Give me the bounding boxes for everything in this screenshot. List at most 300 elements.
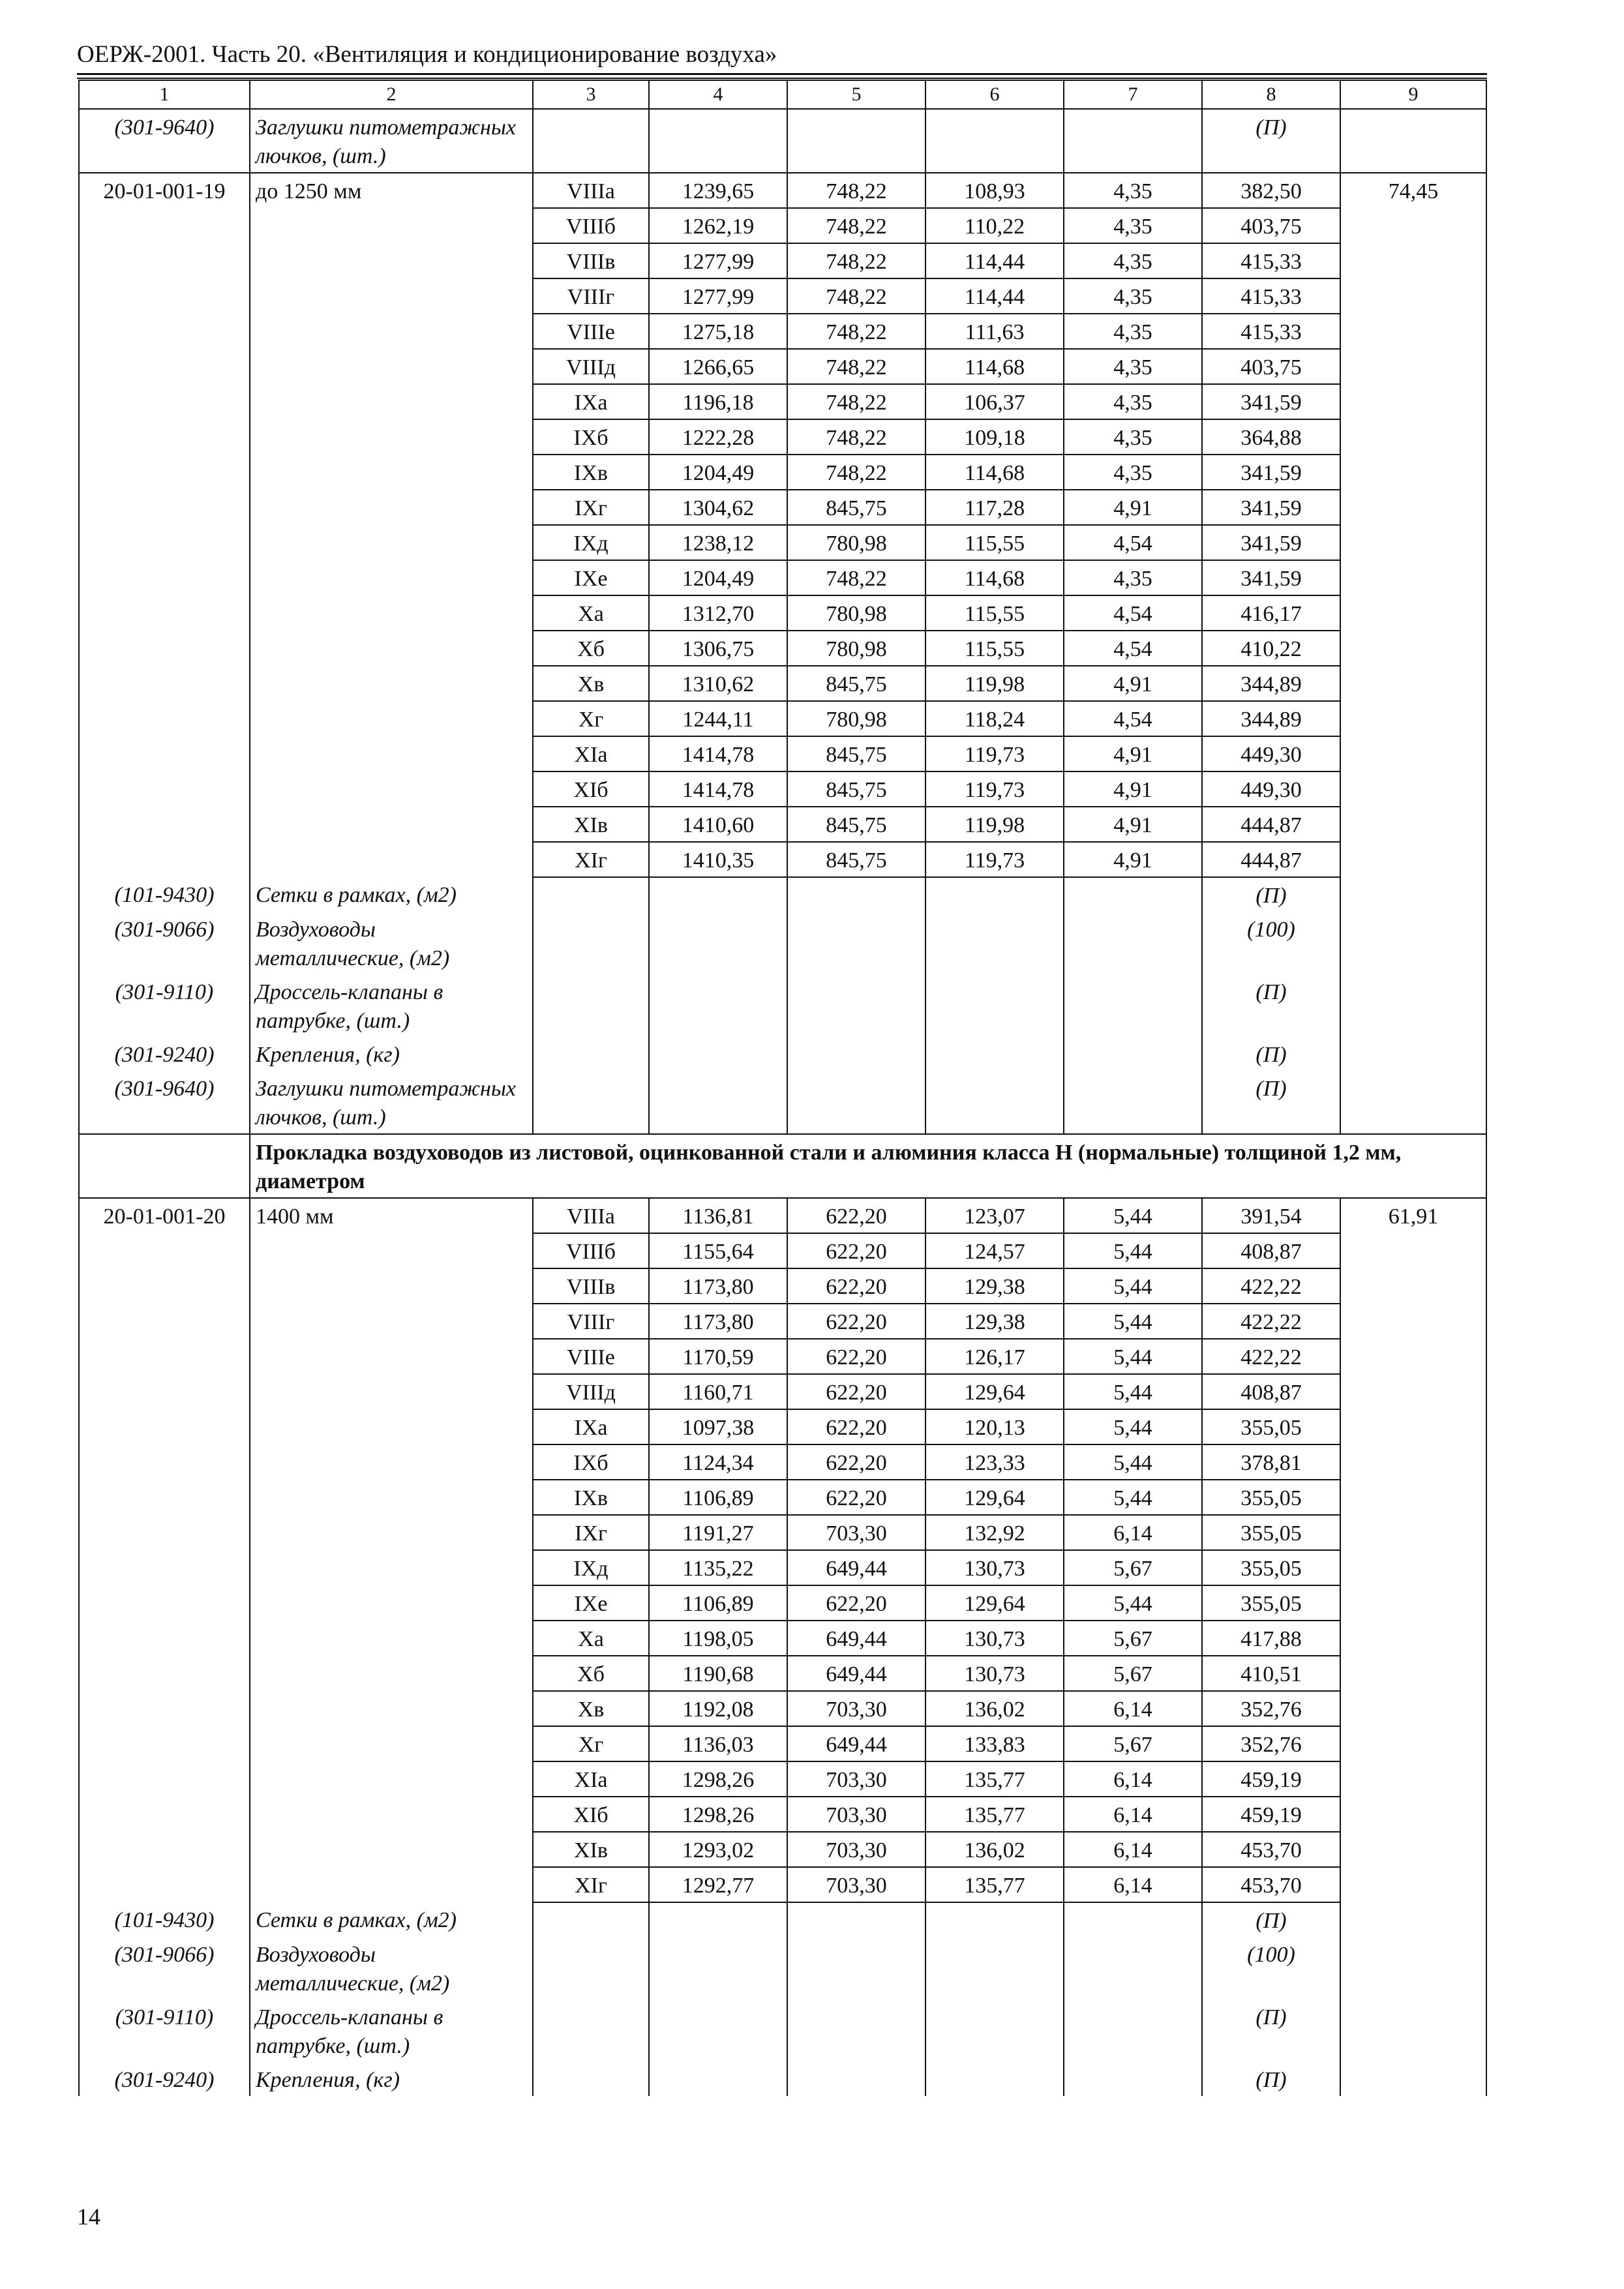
price-value: 4,35 — [1064, 243, 1202, 278]
price-value: 649,44 — [787, 1656, 925, 1691]
empty-cell — [649, 877, 787, 912]
price-value: 355,05 — [1202, 1480, 1340, 1515]
zone-code: IXб — [533, 419, 649, 455]
empty-cell — [925, 1902, 1064, 1937]
empty-cell — [649, 1999, 787, 2062]
price-value: 1136,03 — [649, 1726, 787, 1761]
price-value: 1239,65 — [649, 173, 787, 208]
empty-cell — [533, 1937, 649, 1999]
price-value: 845,75 — [787, 842, 925, 877]
price-value: 123,07 — [925, 1198, 1064, 1233]
price-value: 341,59 — [1202, 384, 1340, 419]
empty-cell — [1064, 974, 1202, 1037]
page-header: ОЕРЖ-2001. Часть 20. «Вентиляция и кондиционирование воздуха» — [77, 41, 777, 68]
material-qty: (100) — [1202, 912, 1340, 974]
col-header: 4 — [649, 80, 787, 109]
material-code: (301-9240) — [79, 2062, 250, 2096]
rate-code: 20-01-001-20 — [79, 1198, 250, 1902]
price-value: 449,30 — [1202, 736, 1340, 771]
price-value: 108,93 — [925, 173, 1064, 208]
price-value: 5,67 — [1064, 1656, 1202, 1691]
price-value: 130,73 — [925, 1656, 1064, 1691]
price-value: 444,87 — [1202, 807, 1340, 842]
price-value: 5,44 — [1064, 1480, 1202, 1515]
price-value: 118,24 — [925, 701, 1064, 736]
zone-code: VIIIб — [533, 1233, 649, 1268]
col-header: 9 — [1340, 80, 1486, 109]
empty-cell — [533, 1037, 649, 1071]
price-value: 1204,49 — [649, 455, 787, 490]
material-code: (301-9066) — [79, 1937, 250, 1999]
price-value: 649,44 — [787, 1726, 925, 1761]
empty-cell — [787, 877, 925, 912]
col-header: 3 — [533, 80, 649, 109]
empty-cell — [787, 1037, 925, 1071]
price-value: 748,22 — [787, 208, 925, 243]
material-name: Воздуховоды металлические, (м2) — [250, 912, 533, 974]
price-value: 352,76 — [1202, 1691, 1340, 1726]
zone-code: XIа — [533, 736, 649, 771]
price-value: 106,37 — [925, 384, 1064, 419]
price-value: 748,22 — [787, 455, 925, 490]
zone-code: IXб — [533, 1444, 649, 1480]
empty-cell — [1340, 974, 1486, 1037]
price-value: 403,75 — [1202, 208, 1340, 243]
empty-cell — [925, 1037, 1064, 1071]
price-value: 703,30 — [787, 1761, 925, 1797]
price-value: 422,22 — [1202, 1339, 1340, 1374]
material-row — [79, 1937, 1486, 1999]
price-value: 4,91 — [1064, 736, 1202, 771]
material-row — [79, 974, 1486, 1037]
zone-code: IXа — [533, 1409, 649, 1444]
material-qty: (П) — [1202, 1037, 1340, 1071]
price-value: 4,54 — [1064, 525, 1202, 560]
price-value: 1191,27 — [649, 1515, 787, 1550]
empty-cell — [649, 1902, 787, 1937]
zone-code: Xа — [533, 595, 649, 631]
price-value: 415,33 — [1202, 243, 1340, 278]
price-value: 119,98 — [925, 666, 1064, 701]
zone-code: IXв — [533, 1480, 649, 1515]
material-name: Крепления, (кг) — [250, 1037, 533, 1071]
material-code: (301-9110) — [79, 974, 250, 1037]
material-code: (301-9640) — [79, 109, 250, 173]
price-value: 4,35 — [1064, 314, 1202, 349]
material-code: (301-9110) — [79, 1999, 250, 2062]
price-value: 126,17 — [925, 1339, 1064, 1374]
empty-cell — [1340, 877, 1486, 912]
price-value: 649,44 — [787, 1621, 925, 1656]
material-qty: (П) — [1202, 1999, 1340, 2062]
empty-cell — [925, 2062, 1064, 2096]
price-value: 1173,80 — [649, 1268, 787, 1304]
price-value: 845,75 — [787, 736, 925, 771]
empty-cell — [533, 1999, 649, 2062]
price-value: 1277,99 — [649, 278, 787, 314]
empty-cell — [1064, 877, 1202, 912]
price-value: 1192,08 — [649, 1691, 787, 1726]
empty-cell — [925, 1071, 1064, 1134]
empty-cell — [787, 2062, 925, 2096]
price-value: 344,89 — [1202, 701, 1340, 736]
column-number-row — [79, 80, 1486, 109]
price-value: 130,73 — [925, 1550, 1064, 1585]
price-value: 135,77 — [925, 1761, 1064, 1797]
price-value: 111,63 — [925, 314, 1064, 349]
price-value: 453,70 — [1202, 1867, 1340, 1902]
empty-cell — [1340, 1902, 1486, 1937]
material-code: (101-9430) — [79, 877, 250, 912]
material-qty: (П) — [1202, 877, 1340, 912]
price-value: 845,75 — [787, 807, 925, 842]
price-value: 1262,19 — [649, 208, 787, 243]
price-value: 119,73 — [925, 736, 1064, 771]
price-value: 459,19 — [1202, 1797, 1340, 1832]
zone-code: VIIIг — [533, 278, 649, 314]
price-value: 622,20 — [787, 1268, 925, 1304]
price-value: 622,20 — [787, 1304, 925, 1339]
price-value: 449,30 — [1202, 771, 1340, 807]
empty-cell — [1340, 912, 1486, 974]
price-value: 129,64 — [925, 1480, 1064, 1515]
price-value: 6,14 — [1064, 1832, 1202, 1867]
price-value: 341,59 — [1202, 525, 1340, 560]
header-rule-thin — [77, 78, 1487, 79]
price-value: 622,20 — [787, 1444, 925, 1480]
empty-cell — [1064, 1937, 1202, 1999]
price-value: 4,35 — [1064, 208, 1202, 243]
empty-cell — [1340, 1999, 1486, 2062]
price-value: 1414,78 — [649, 736, 787, 771]
price-value: 378,81 — [1202, 1444, 1340, 1480]
empty-cell — [533, 2062, 649, 2096]
material-name: Сетки в рамках, (м2) — [250, 1902, 533, 1937]
price-value: 6,14 — [1064, 1797, 1202, 1832]
price-value: 119,98 — [925, 807, 1064, 842]
price-value: 1266,65 — [649, 349, 787, 384]
zone-code: VIIIв — [533, 243, 649, 278]
col-header: 1 — [79, 80, 250, 109]
price-value: 703,30 — [787, 1797, 925, 1832]
price-value: 780,98 — [787, 595, 925, 631]
page-number: 14 — [77, 2204, 100, 2230]
zone-code: XIг — [533, 1867, 649, 1902]
zone-code: VIIIа — [533, 1198, 649, 1233]
price-value: 4,91 — [1064, 807, 1202, 842]
price-value: 703,30 — [787, 1832, 925, 1867]
zone-code: Xг — [533, 1726, 649, 1761]
price-value: 410,22 — [1202, 631, 1340, 666]
price-value: 135,77 — [925, 1867, 1064, 1902]
empty-cell — [1064, 1999, 1202, 2062]
price-value: 416,17 — [1202, 595, 1340, 631]
price-value: 4,35 — [1064, 349, 1202, 384]
price-value: 129,64 — [925, 1374, 1064, 1409]
price-value: 845,75 — [787, 666, 925, 701]
price-value: 119,73 — [925, 771, 1064, 807]
zone-code: VIIIе — [533, 314, 649, 349]
material-name: Сетки в рамках, (м2) — [250, 877, 533, 912]
empty-cell — [787, 1902, 925, 1937]
price-value: 1306,75 — [649, 631, 787, 666]
price-value: 845,75 — [787, 771, 925, 807]
price-value: 780,98 — [787, 701, 925, 736]
zone-code: XIб — [533, 1797, 649, 1832]
material-name: Заглушки питометражных лючков, (шт.) — [250, 109, 533, 173]
price-value: 622,20 — [787, 1198, 925, 1233]
price-value: 748,22 — [787, 278, 925, 314]
price-value: 1155,64 — [649, 1233, 787, 1268]
price-value: 845,75 — [787, 490, 925, 525]
price-value: 110,22 — [925, 208, 1064, 243]
price-value: 114,44 — [925, 278, 1064, 314]
price-value: 119,73 — [925, 842, 1064, 877]
empty-cell — [925, 1999, 1064, 2062]
empty-cell — [1064, 1037, 1202, 1071]
price-value: 4,35 — [1064, 419, 1202, 455]
zone-code: XIг — [533, 842, 649, 877]
price-value: 1198,05 — [649, 1621, 787, 1656]
price-value: 382,50 — [1202, 173, 1340, 208]
material-qty: (П) — [1202, 1071, 1340, 1134]
price-value: 1196,18 — [649, 384, 787, 419]
empty-cell — [649, 974, 787, 1037]
price-value: 422,22 — [1202, 1304, 1340, 1339]
rate-name: до 1250 мм — [250, 173, 533, 877]
price-value: 1410,60 — [649, 807, 787, 842]
empty-cell — [1340, 1037, 1486, 1071]
price-value: 109,18 — [925, 419, 1064, 455]
price-value: 5,44 — [1064, 1304, 1202, 1339]
zone-code: Xа — [533, 1621, 649, 1656]
empty-cell — [649, 1937, 787, 1999]
zone-code: IXв — [533, 455, 649, 490]
price-value: 748,22 — [787, 384, 925, 419]
zone-code: IXа — [533, 384, 649, 419]
price-value: 132,92 — [925, 1515, 1064, 1550]
section-row — [79, 1134, 1486, 1198]
price-value: 355,05 — [1202, 1515, 1340, 1550]
price-value: 1293,02 — [649, 1832, 787, 1867]
price-value: 123,33 — [925, 1444, 1064, 1480]
price-value: 417,88 — [1202, 1621, 1340, 1656]
price-value: 444,87 — [1202, 842, 1340, 877]
empty-cell — [787, 974, 925, 1037]
price-value: 1136,81 — [649, 1198, 787, 1233]
empty-cell — [1340, 2062, 1486, 2096]
price-value: 4,91 — [1064, 490, 1202, 525]
empty-cell — [787, 912, 925, 974]
price-value: 114,68 — [925, 560, 1064, 595]
empty-cell — [925, 877, 1064, 912]
empty-cell — [649, 2062, 787, 2096]
material-qty: (П) — [1202, 109, 1340, 173]
empty-cell — [787, 1071, 925, 1134]
material-row — [79, 1902, 1486, 1937]
price-value: 364,88 — [1202, 419, 1340, 455]
price-value: 1275,18 — [649, 314, 787, 349]
price-value: 5,67 — [1064, 1726, 1202, 1761]
table-row — [79, 1198, 1486, 1233]
price-value: 703,30 — [787, 1515, 925, 1550]
zone-code: VIIIв — [533, 1268, 649, 1304]
rate-name: 1400 мм — [250, 1198, 533, 1902]
price-value: 622,20 — [787, 1585, 925, 1621]
material-code: (101-9430) — [79, 1902, 250, 1937]
price-value: 1244,11 — [649, 701, 787, 736]
price-value: 115,55 — [925, 595, 1064, 631]
empty-cell — [533, 877, 649, 912]
price-value: 5,44 — [1064, 1339, 1202, 1374]
zone-code: IXг — [533, 1515, 649, 1550]
empty-cell — [925, 974, 1064, 1037]
material-code: (301-9640) — [79, 1071, 250, 1134]
empty-cell — [1340, 1071, 1486, 1134]
price-value: 422,22 — [1202, 1268, 1340, 1304]
price-value: 748,22 — [787, 314, 925, 349]
empty-cell — [533, 1071, 649, 1134]
price-value: 1173,80 — [649, 1304, 787, 1339]
material-qty: (100) — [1202, 1937, 1340, 1999]
zone-code: IXд — [533, 525, 649, 560]
price-value: 1414,78 — [649, 771, 787, 807]
col-header: 7 — [1064, 80, 1202, 109]
empty-cell — [787, 1937, 925, 1999]
price-value: 1310,62 — [649, 666, 787, 701]
zone-code: VIIIб — [533, 208, 649, 243]
zone-code: Xв — [533, 666, 649, 701]
price-value: 780,98 — [787, 525, 925, 560]
price-value: 748,22 — [787, 173, 925, 208]
price-value: 1124,34 — [649, 1444, 787, 1480]
price-value: 1277,99 — [649, 243, 787, 278]
zone-code: IXе — [533, 560, 649, 595]
material-name: Дроссель-клапаны в патрубке, (шт.) — [250, 1999, 533, 2062]
price-value: 135,77 — [925, 1797, 1064, 1832]
price-value: 415,33 — [1202, 314, 1340, 349]
price-value: 341,59 — [1202, 560, 1340, 595]
col-header: 6 — [925, 80, 1064, 109]
price-value: 114,68 — [925, 349, 1064, 384]
price-value: 748,22 — [787, 349, 925, 384]
zone-code: XIв — [533, 807, 649, 842]
price-value: 780,98 — [787, 631, 925, 666]
col-header: 2 — [250, 80, 533, 109]
price-value: 5,44 — [1064, 1268, 1202, 1304]
price-value: 4,35 — [1064, 384, 1202, 419]
price-value: 114,44 — [925, 243, 1064, 278]
col-header: 5 — [787, 80, 925, 109]
empty-cell — [79, 1134, 250, 1198]
price-value: 1298,26 — [649, 1797, 787, 1832]
price-value: 453,70 — [1202, 1832, 1340, 1867]
price-value: 6,14 — [1064, 1761, 1202, 1797]
price-value: 1312,70 — [649, 595, 787, 631]
price-value: 1097,38 — [649, 1409, 787, 1444]
price-value: 5,67 — [1064, 1621, 1202, 1656]
col9-value: 61,91 — [1340, 1198, 1486, 1902]
zone-code: Xв — [533, 1691, 649, 1726]
material-code: (301-9240) — [79, 1037, 250, 1071]
price-value: 136,02 — [925, 1691, 1064, 1726]
price-value: 130,73 — [925, 1621, 1064, 1656]
empty-cell — [533, 912, 649, 974]
price-value: 1106,89 — [649, 1585, 787, 1621]
price-value: 408,87 — [1202, 1233, 1340, 1268]
empty-cell — [1340, 1937, 1486, 1999]
material-name: Воздуховоды металлические, (м2) — [250, 1937, 533, 1999]
price-value: 391,54 — [1202, 1198, 1340, 1233]
zone-code: XIб — [533, 771, 649, 807]
price-value: 748,22 — [787, 560, 925, 595]
price-value: 129,64 — [925, 1585, 1064, 1621]
price-value: 5,44 — [1064, 1585, 1202, 1621]
price-value: 4,54 — [1064, 631, 1202, 666]
header-rule-thick — [77, 73, 1487, 75]
price-value: 4,35 — [1064, 278, 1202, 314]
price-value: 1160,71 — [649, 1374, 787, 1409]
price-value: 115,55 — [925, 525, 1064, 560]
zone-code: VIIIа — [533, 173, 649, 208]
price-value: 355,05 — [1202, 1550, 1340, 1585]
price-value: 4,54 — [1064, 595, 1202, 631]
price-value: 355,05 — [1202, 1409, 1340, 1444]
material-row — [79, 1071, 1486, 1134]
zone-code: XIа — [533, 1761, 649, 1797]
price-value: 4,91 — [1064, 771, 1202, 807]
price-value: 133,83 — [925, 1726, 1064, 1761]
rate-code: 20-01-001-19 — [79, 173, 250, 877]
price-value: 120,13 — [925, 1409, 1064, 1444]
price-value: 5,44 — [1064, 1444, 1202, 1480]
section-title: Прокладка воздуховодов из листовой, оцинкованной стали и алюминия класса Н (нормальные) толщиной 1,2 мм, диаметром — [250, 1134, 1486, 1198]
price-value: 1135,22 — [649, 1550, 787, 1585]
price-value: 117,28 — [925, 490, 1064, 525]
zone-code: IXе — [533, 1585, 649, 1621]
price-value: 1204,49 — [649, 560, 787, 595]
price-value: 114,68 — [925, 455, 1064, 490]
zone-code: VIIIе — [533, 1339, 649, 1374]
price-value: 1298,26 — [649, 1761, 787, 1797]
zone-code: VIIIд — [533, 349, 649, 384]
price-value: 5,67 — [1064, 1550, 1202, 1585]
empty-cell — [533, 974, 649, 1037]
price-value: 622,20 — [787, 1374, 925, 1409]
empty-cell — [925, 1937, 1064, 1999]
price-value: 4,54 — [1064, 701, 1202, 736]
price-value: 1292,77 — [649, 1867, 787, 1902]
price-value: 410,51 — [1202, 1656, 1340, 1691]
price-value: 649,44 — [787, 1550, 925, 1585]
price-value: 6,14 — [1064, 1515, 1202, 1550]
zone-code: XIв — [533, 1832, 649, 1867]
zone-code: VIIIг — [533, 1304, 649, 1339]
price-value: 341,59 — [1202, 490, 1340, 525]
price-value: 622,20 — [787, 1233, 925, 1268]
price-value: 415,33 — [1202, 278, 1340, 314]
material-name: Крепления, (кг) — [250, 2062, 533, 2096]
col-header: 8 — [1202, 80, 1340, 109]
price-value: 124,57 — [925, 1233, 1064, 1268]
empty-cell — [533, 1902, 649, 1937]
price-value: 622,20 — [787, 1409, 925, 1444]
zone-code: VIIIд — [533, 1374, 649, 1409]
price-value: 459,19 — [1202, 1761, 1340, 1797]
material-row — [79, 912, 1486, 974]
price-value: 622,20 — [787, 1480, 925, 1515]
price-value: 622,20 — [787, 1339, 925, 1374]
